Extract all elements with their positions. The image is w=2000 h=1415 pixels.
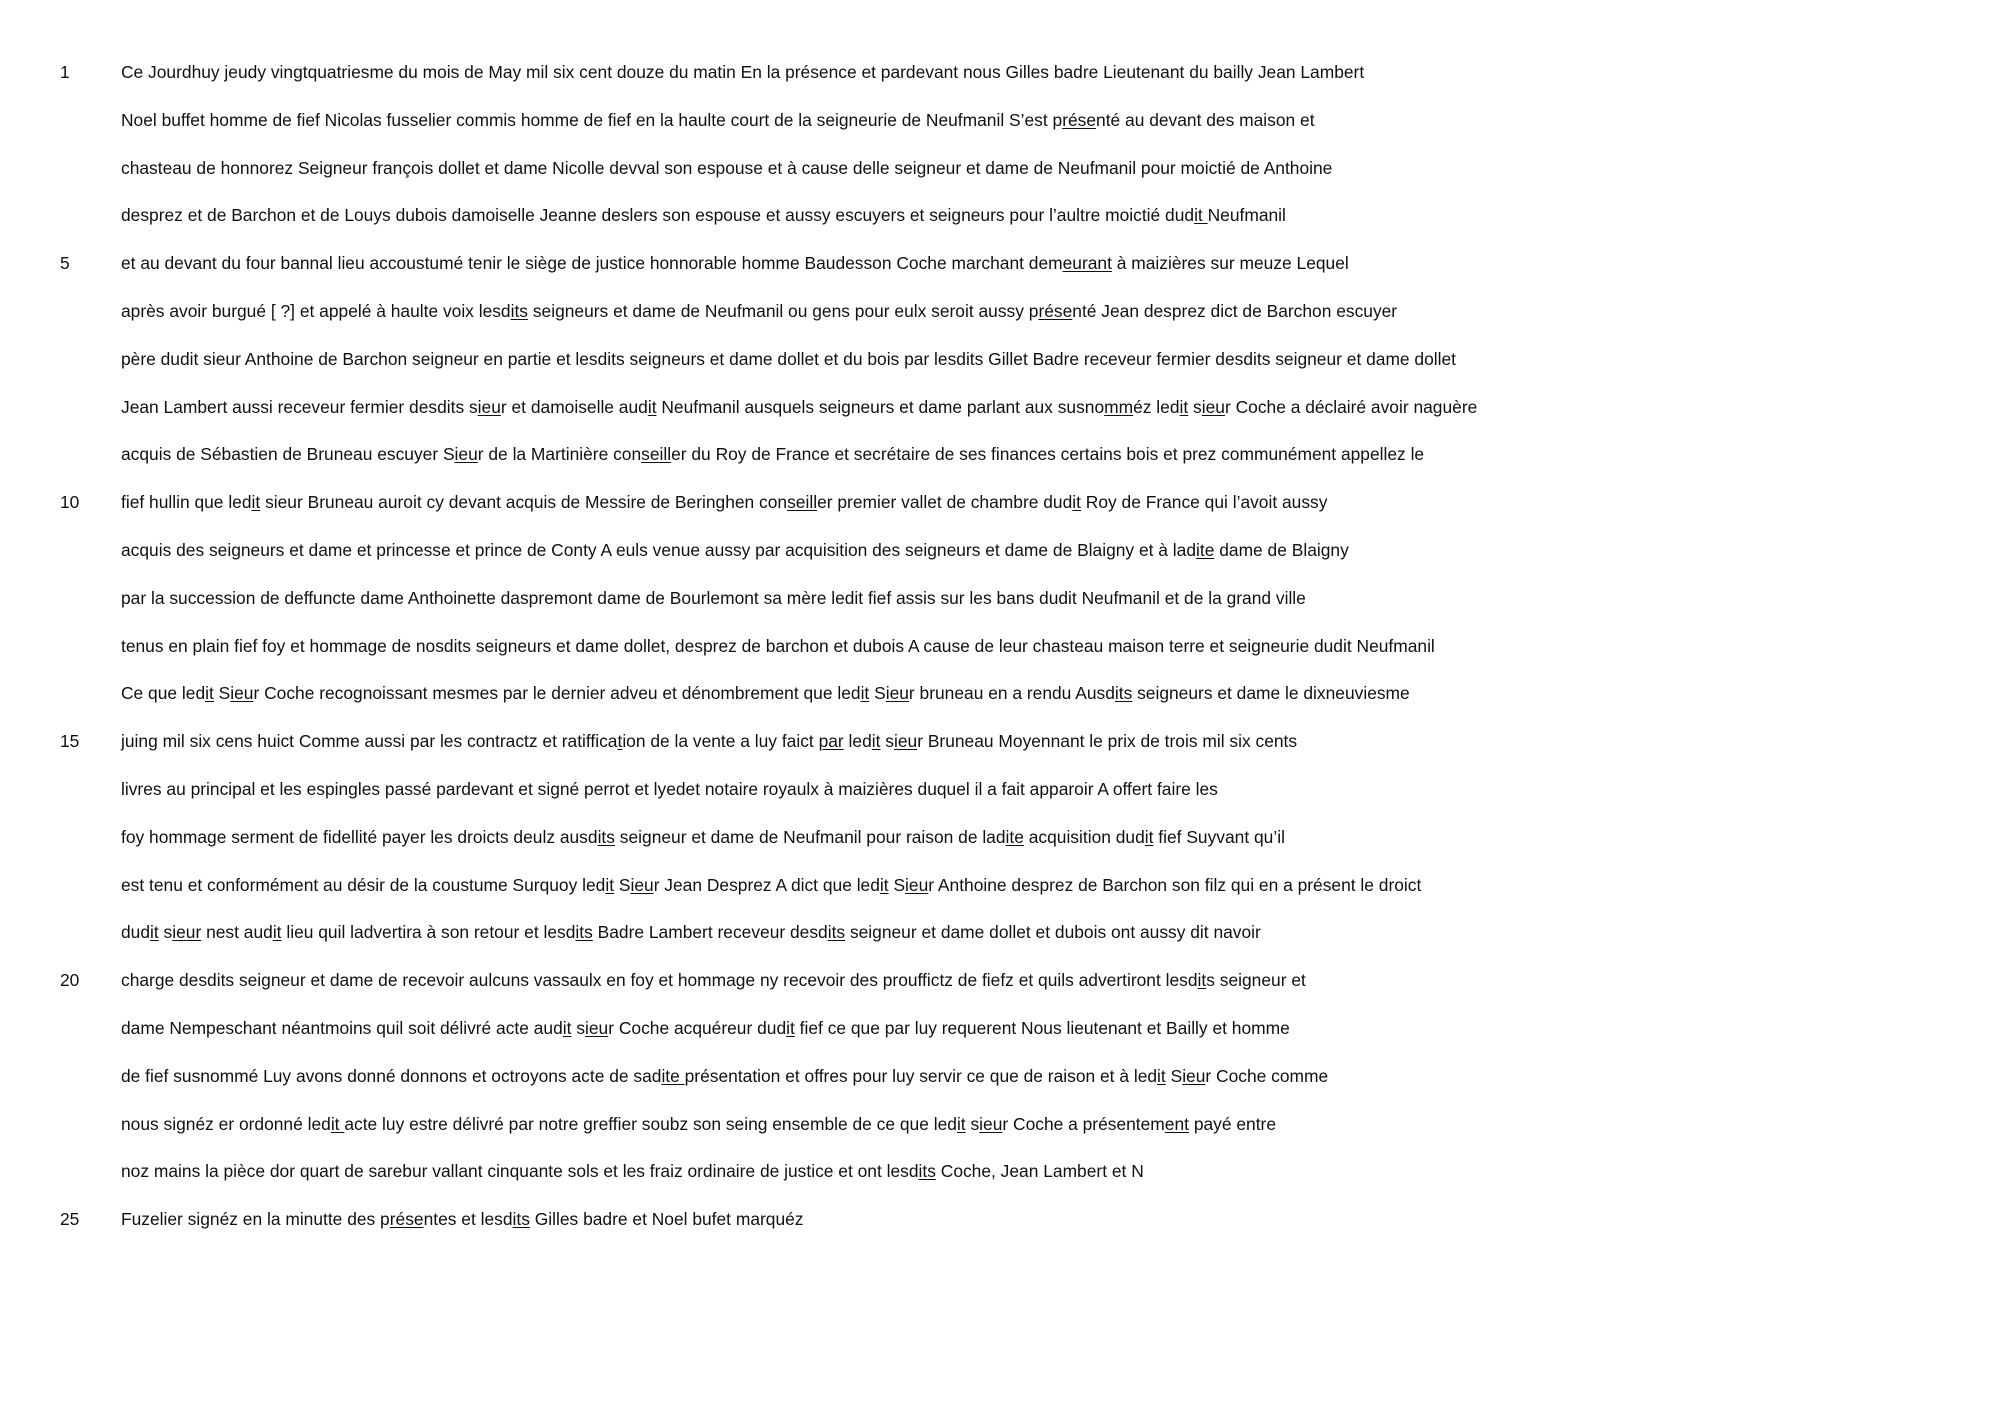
text-line xyxy=(0,1008,2000,1056)
underlined-abbreviation: ieu xyxy=(1182,1065,1206,1086)
line-number: 5 xyxy=(60,253,70,274)
text-segment: seigneurs et dame le dixneuviesme xyxy=(1132,683,1410,704)
line-text xyxy=(121,1104,1276,1144)
underlined-abbreviation: it xyxy=(647,396,657,417)
line-text xyxy=(121,387,1477,427)
text-segment: nest aud xyxy=(201,922,273,943)
text-segment: desprez et de Barchon et de Louys dubois damoiselle Jeanne deslers son espouse et aussy escuyers et seigneurs pour l’aultre moictié dud xyxy=(121,205,1195,226)
text-segment: r Coche recognoissant mesmes par le dernier adveu et dénombrement que led xyxy=(253,683,861,704)
text-segment: Neufmanil ausquels seigneurs et dame parlant aux susno xyxy=(656,396,1105,417)
underlined-abbreviation: ite xyxy=(661,1065,685,1086)
text-segment: foy hommage serment de fidellité payer les droicts deulz ausd xyxy=(121,826,598,847)
text-line xyxy=(0,148,2000,196)
underlined-abbreviation: its xyxy=(918,1161,936,1182)
text-segment: r Coche a présentem xyxy=(1002,1113,1165,1134)
text-segment: S xyxy=(869,683,886,704)
line-number: 10 xyxy=(60,492,80,513)
text-segment: fief hullin que led xyxy=(121,492,252,513)
text-segment: Noel buffet homme de fief Nicolas fusselier commis homme de fief en la haulte court de la seigneurie de Neufmanil S’est p xyxy=(121,109,1063,130)
text-segment: r Coche a déclairé avoir naguère xyxy=(1224,396,1478,417)
underlined-abbreviation: ent xyxy=(1164,1113,1189,1134)
text-segment: r Jean Desprez A dict que led xyxy=(653,874,880,895)
text-segment: s xyxy=(571,1017,586,1038)
line-text xyxy=(121,626,1435,666)
text-segment: présentation et offres pour luy servir ce que de raison et à led xyxy=(684,1065,1158,1086)
text-segment: r Anthoine desprez de Barchon son filz qui en a présent le droict xyxy=(928,874,1422,895)
text-segment: à maizières sur meuze Lequel xyxy=(1111,253,1349,274)
text-segment: fief ce que par luy requerent Nous lieutenant et Bailly et homme xyxy=(794,1017,1290,1038)
text-segment: nous signéz er ordonné led xyxy=(121,1113,331,1134)
underlined-abbreviation: seill xyxy=(641,444,672,465)
line-text xyxy=(121,769,1218,809)
line-text xyxy=(121,148,1332,188)
text-segment: s xyxy=(158,922,173,943)
underlined-abbreviation: its xyxy=(510,300,529,321)
line-number: 1 xyxy=(60,62,70,82)
underlined-abbreviation: it xyxy=(330,1113,345,1134)
underlined-abbreviation: ieu xyxy=(979,1113,1003,1134)
line-text xyxy=(121,434,1424,474)
underlined-abbreviation: it xyxy=(1194,205,1208,226)
text-line xyxy=(0,1104,2000,1152)
text-line xyxy=(0,865,2000,913)
line-number: 20 xyxy=(60,970,80,991)
text-segment: r Coche comme xyxy=(1205,1065,1329,1086)
line-text xyxy=(121,817,1285,857)
text-segment: Badre Lambert receveur desd xyxy=(592,922,828,943)
line-text xyxy=(121,673,1410,713)
text-segment: r Coche acquéreur dud xyxy=(608,1017,787,1038)
text-segment: Neufmanil xyxy=(1207,205,1286,226)
text-segment: seigneurs et dame de Neufmanil ou gens pour eulx seroit aussy p xyxy=(528,300,1039,321)
text-segment: S xyxy=(1165,1065,1183,1086)
underlined-abbreviation: it xyxy=(956,1113,966,1134)
text-segment: Gilles badre et Noel bufet marquéz xyxy=(529,1209,804,1230)
text-segment: Ce Jourdhuy jeudy vingtquatriesme du mois de May mil six cent douze du matin En la présence et pardevant nous Gilles badre Lieutenant du bailly Jean Lambert xyxy=(121,62,1365,82)
text-segment: r Bruneau Moyennant le prix de trois mil six cents xyxy=(917,731,1298,752)
underlined-abbreviation: ite xyxy=(1196,539,1215,560)
text-line xyxy=(0,1056,2000,1104)
text-segment: acquis de Sébastien de Bruneau escuyer S xyxy=(121,444,455,465)
text-line xyxy=(0,1199,2000,1247)
underlined-abbreviation: ieu xyxy=(905,874,929,895)
text-segment: acquisition dud xyxy=(1023,826,1145,847)
underlined-abbreviation: it xyxy=(1197,970,1207,991)
text-segment: er premier vallet de chambre dud xyxy=(817,492,1073,513)
line-text xyxy=(121,339,1456,379)
text-segment: dame de Blaigny xyxy=(1214,539,1349,560)
text-line xyxy=(0,1151,2000,1199)
line-text xyxy=(121,1056,1328,1096)
underlined-abbreviation: it xyxy=(1157,1065,1166,1086)
text-segment: nté au devant des maison et xyxy=(1096,109,1315,130)
text-segment: ntes et lesd xyxy=(423,1209,513,1230)
line-text xyxy=(121,243,1349,283)
text-line xyxy=(0,578,2000,626)
text-segment: seigneur et dame dollet et dubois ont aussy dit navoir xyxy=(845,922,1261,943)
line-text xyxy=(121,100,1315,140)
underlined-abbreviation: t xyxy=(617,731,623,752)
text-segment: chasteau de honnorez Seigneur françois dollet et dame Nicolle devval son espouse et à cause delle seigneur et dame de Neufmanil pour moictié de Anthoine xyxy=(121,157,1333,178)
underlined-abbreviation: ieu xyxy=(230,683,254,704)
underlined-abbreviation: ieu xyxy=(885,683,909,704)
text-segment: nté Jean desprez dict de Barchon escuyer xyxy=(1072,300,1398,321)
text-segment: s seigneur et xyxy=(1206,970,1306,991)
underlined-abbreviation: ieur xyxy=(172,922,202,943)
line-text xyxy=(121,912,1261,952)
text-segment: livres au principal et les espingles passé pardevant et signé perrot et lyedet notaire royaulx à maizières duquel il a fait apparoir A offert faire les xyxy=(121,778,1218,799)
underlined-abbreviation: it xyxy=(251,492,261,513)
underlined-abbreviation: it xyxy=(272,922,282,943)
text-segment: père dudit sieur Anthoine de Barchon seigneur en partie et lesdits seigneurs et dame dollet et du bois par lesdits Gillet Badre receveur fermier desdits seigneur et dame dollet xyxy=(121,348,1457,369)
text-segment: Jean Lambert aussi receveur fermier desdits s xyxy=(121,396,478,417)
text-line xyxy=(0,530,2000,578)
underlined-abbreviation: ieu xyxy=(585,1017,609,1038)
line-text xyxy=(121,195,1286,235)
underlined-abbreviation: it xyxy=(205,683,214,704)
text-line xyxy=(0,291,2000,339)
underlined-abbreviation: mm xyxy=(1104,396,1134,417)
text-segment: par la succession de deffuncte dame Anthoinette daspremont dame de Bourlemont sa mère ledit fief assis sur les bans dudit Neufmanil et de la grand ville xyxy=(121,587,1306,608)
line-text xyxy=(121,721,1297,761)
text-segment: ion de la vente a luy faict xyxy=(622,731,819,752)
text-line xyxy=(0,52,2000,100)
line-number: 25 xyxy=(60,1209,80,1230)
underlined-abbreviation: ieu xyxy=(477,396,501,417)
underlined-abbreviation: par xyxy=(818,731,844,752)
text-line xyxy=(0,673,2000,721)
underlined-abbreviation: ieu xyxy=(1201,396,1225,417)
text-line xyxy=(0,387,2000,435)
text-segment: éz led xyxy=(1133,396,1180,417)
text-line xyxy=(0,817,2000,865)
text-line xyxy=(0,960,2000,1008)
text-line xyxy=(0,626,2000,674)
line-text xyxy=(121,530,1349,570)
text-segment: r et damoiselle aud xyxy=(500,396,648,417)
underlined-abbreviation: eurant xyxy=(1062,253,1112,274)
line-text xyxy=(121,291,1397,331)
line-text xyxy=(121,482,1327,522)
text-segment: r bruneau en a rendu Ausd xyxy=(908,683,1115,704)
text-segment: s xyxy=(880,731,894,752)
text-segment: Roy de France qui l’avoit aussy xyxy=(1080,492,1328,513)
underlined-abbreviation: its xyxy=(575,922,593,943)
underlined-abbreviation: ieu xyxy=(454,444,478,465)
underlined-abbreviation: it xyxy=(150,922,159,943)
underlined-abbreviation: its xyxy=(1114,683,1133,704)
underlined-abbreviation: ieu xyxy=(893,731,918,752)
underlined-abbreviation: it xyxy=(1179,396,1189,417)
text-line xyxy=(0,339,2000,387)
text-line xyxy=(0,434,2000,482)
text-segment: dud xyxy=(121,922,151,943)
text-segment: sieur Bruneau auroit cy devant acquis de Messire de Beringhen con xyxy=(260,492,788,513)
text-segment: charge desdits seigneur et dame de recevoir aulcuns vassaulx en foy et hommage ny recevoir des prouffictz de fiefz et quils advertiront lesd xyxy=(121,970,1198,991)
text-segment: de fief susnommé Luy avons donné donnons et octroyons acte de sad xyxy=(121,1065,662,1086)
underlined-abbreviation: rése xyxy=(1062,109,1097,130)
text-segment: tenus en plain fief foy et hommage de nosdits seigneurs et dame dollet, desprez de barchon et dubois A cause de leur chasteau maison terre et seigneurie dudit Neufmanil xyxy=(121,635,1435,656)
text-segment: s xyxy=(965,1113,980,1134)
underlined-abbreviation: it xyxy=(786,1017,795,1038)
text-segment: payé entre xyxy=(1188,1113,1276,1134)
underlined-abbreviation: it xyxy=(871,731,881,752)
text-line xyxy=(0,769,2000,817)
underlined-abbreviation: it xyxy=(562,1017,572,1038)
line-text xyxy=(121,1151,1144,1191)
transcription-document xyxy=(0,52,2000,1247)
text-segment: noz mains la pièce dor quart de sarebur vallant cinquante sols et les fraiz ordinaire de justice et ont lesd xyxy=(121,1161,919,1182)
text-segment: acquis des seigneurs et dame et princesse et prince de Conty A euls venue aussy par acquisition des seigneurs et dame de Blaigny et à lad xyxy=(121,539,1197,560)
underlined-abbreviation: it xyxy=(879,874,889,895)
text-segment: fief Suyvant qu’il xyxy=(1153,826,1285,847)
line-text xyxy=(121,578,1306,618)
underlined-abbreviation: its xyxy=(827,922,846,943)
underlined-abbreviation: rése xyxy=(1038,300,1073,321)
line-text xyxy=(121,960,1306,1000)
text-segment: seigneur et dame de Neufmanil pour raison de lad xyxy=(614,826,1006,847)
line-text xyxy=(121,865,1421,905)
text-segment: Coche, Jean Lambert et N xyxy=(935,1161,1144,1182)
line-text xyxy=(121,1199,804,1239)
underlined-abbreviation: it xyxy=(605,874,615,895)
line-text xyxy=(121,52,1364,92)
underlined-abbreviation: it xyxy=(1144,826,1154,847)
line-text xyxy=(121,1008,1290,1048)
text-segment: est tenu et conformément au désir de la coustume Surquoy led xyxy=(121,874,606,895)
text-segment: er du Roy de France et secrétaire de ses finances certains bois et prez communément appellez le xyxy=(671,444,1425,465)
text-line xyxy=(0,721,2000,769)
text-segment: led xyxy=(843,731,872,752)
text-segment: Fuzelier signéz en la minutte des p xyxy=(121,1209,390,1230)
text-segment: S xyxy=(614,874,631,895)
text-line xyxy=(0,100,2000,148)
underlined-abbreviation: it xyxy=(1072,492,1081,513)
text-line xyxy=(0,243,2000,291)
text-segment: et au devant du four bannal lieu accoustumé tenir le siège de justice honnorable homme Baudesson Coche marchant dem xyxy=(121,253,1063,274)
text-segment: s xyxy=(1188,396,1202,417)
text-line xyxy=(0,912,2000,960)
text-segment: acte luy estre délivré par notre greffier soubz son seing ensemble de ce que led xyxy=(344,1113,957,1134)
underlined-abbreviation: it xyxy=(860,683,870,704)
text-segment: S xyxy=(888,874,906,895)
text-line xyxy=(0,482,2000,530)
text-segment: S xyxy=(213,683,231,704)
underlined-abbreviation: ieu xyxy=(630,874,654,895)
underlined-abbreviation: ite xyxy=(1005,826,1024,847)
underlined-abbreviation: its xyxy=(512,1209,530,1230)
underlined-abbreviation: seill xyxy=(787,492,818,513)
text-segment: après avoir burgué [ ?] et appelé à haulte voix lesd xyxy=(121,300,511,321)
text-segment: Ce que led xyxy=(121,683,206,704)
underlined-abbreviation: its xyxy=(597,826,615,847)
underlined-abbreviation: rése xyxy=(389,1209,424,1230)
text-segment: juing mil six cens huict Comme aussi par les contractz et ratiffica xyxy=(121,731,618,752)
text-line xyxy=(0,195,2000,243)
line-number: 15 xyxy=(60,731,80,752)
text-segment: lieu quil ladvertira à son retour et lesd xyxy=(281,922,576,943)
text-segment: dame Nempeschant néantmoins quil soit délivré acte aud xyxy=(121,1017,563,1038)
text-segment: r de la Martinière con xyxy=(477,444,642,465)
